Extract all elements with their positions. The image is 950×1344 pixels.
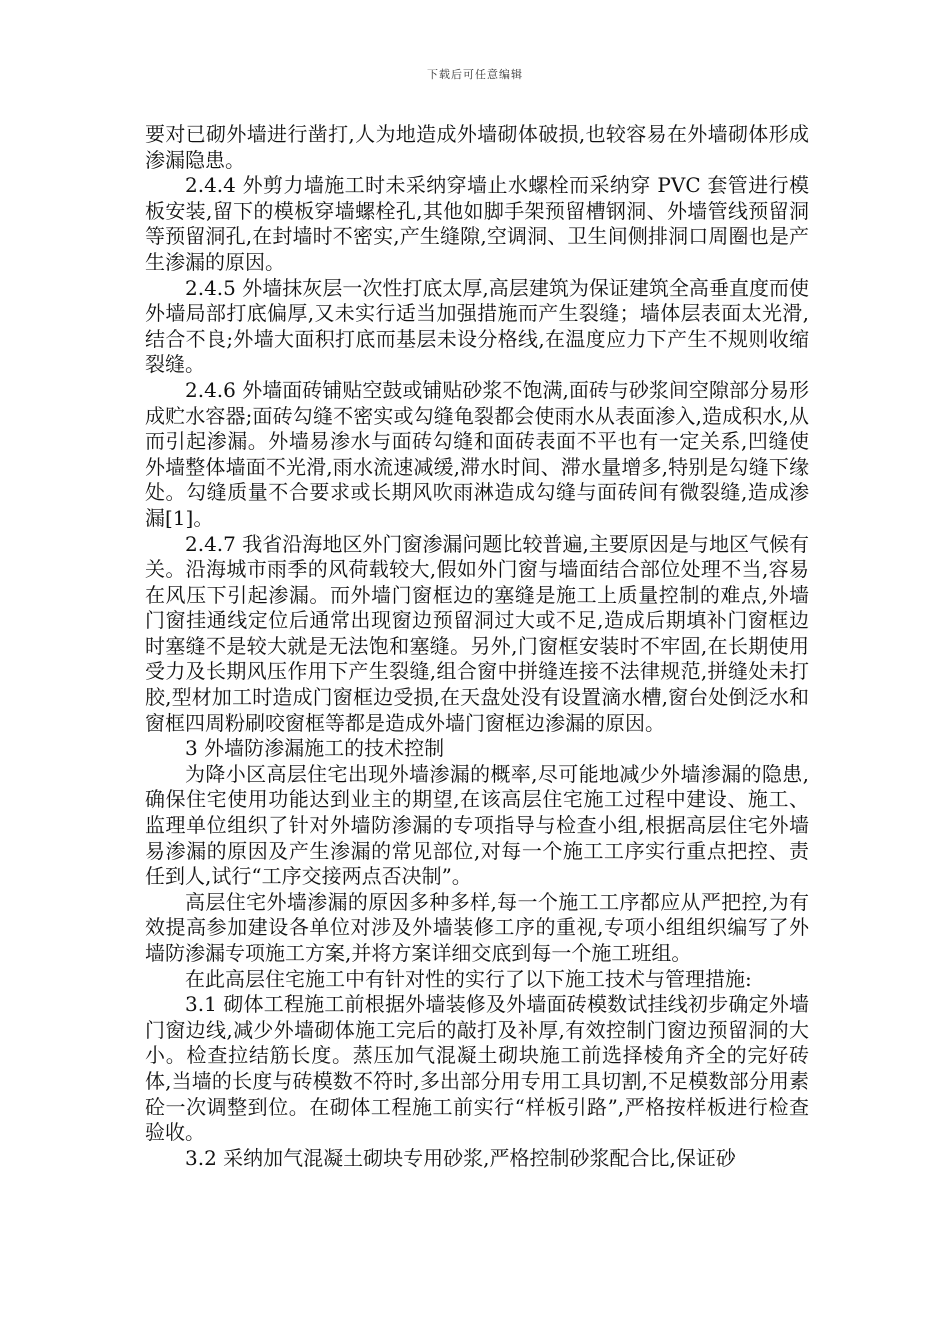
paragraph-2-4-6: 2.4.6 外墙面砖铺贴空鼓或铺贴砂浆不饱满,面砖与砂浆间空隙部分易形成贮水容器;面砖勾缝不密实或勾缝龟裂都会使雨水从表面渗入,造成积水,从而引起渗漏。外墙易渗水与面砖勾缝和面砖表面不平也有一定关系,凹缝使外墙整体墙面不光滑,雨水流速减缓,滞水时间、滞水量增多,特别是勾缝下缘处。勾缝质量不合要求或长期风吹雨淋造成勾缝与面砖间有微裂缝,造成渗漏[1]。 [145, 377, 809, 530]
paragraph-section-3-measures: 在此高层住宅施工中有针对性的实行了以下施工技术与管理措施: [185, 966, 752, 991]
paragraph-section-3-intro: 为降小区高层住宅出现外墙渗漏的概率,尽可能地减少外墙渗漏的隐患,确保住宅使用功能达到业主的期望,在该高层住宅施工过程中建设、施工、监理单位组织了针对外墙防渗漏的专项指导与检查小组,根据高层住宅外墙易渗漏的原因及产生渗漏的常见部位,对每一个施工工序实行重点把控、责任到人,试行“工序交接两点否决制”。 [145, 761, 809, 889]
paragraph-section-3-causes: 高层住宅外墙渗漏的原因多种多样,每一个施工工序都应从严把控,为有效提高参加建设各单位对涉及外墙装修工序的重视,专项小组组织编写了外墙防渗漏专项施工方案,并将方案详细交底到每一个施工班组。 [145, 889, 809, 965]
page-header: 下载后可任意编辑 [427, 68, 523, 81]
paragraph-2-4-7: 2.4.7 我省沿海地区外门窗渗漏问题比较普遍,主要原因是与地区气候有关。沿海城市雨季的风荷载较大,假如外门窗与墙面结合部位处理不当,容易在风压下引起渗漏。而外墙门窗框边的塞缝是施工上质量控制的难点,外墙门窗挂通线定位后通常出现窗边预留洞过大或不足,造成后期填补门窗框边时塞缝不是较大就是无法饱和塞缝。另外,门窗框安装时不牢固,在长期使用受力及长期风压作用下产生裂缝,组合窗中拼缝连接不法律规范,拼缝处未打胶,型材加工时造成门窗框边受损,在天盘处没有设置滴水槽,窗台处倒泛水和窗框四周粉刷咬窗框等都是造成外墙门窗框边渗漏的原因。 [145, 531, 809, 735]
paragraph-3-1: 3.1 砌体工程施工前根据外墙装修及外墙面砖模数试挂线初步确定外墙门窗边线,减少外墙砌体施工完后的敲打及补厚,有效控制门窗边预留洞的大小。检查拉结筋长度。蒸压加气混凝土砌块施工前选择棱角齐全的完好砖体,当墙的长度与砖模数不符时,多出部分用专用工具切割,不足模数部分用素砼一次调整到位。在砌体工程施工前实行“样板引路”,严格按样板进行检查验收。 [145, 992, 809, 1145]
section-heading-3: 3 外墙防渗漏施工的技术控制 [185, 736, 445, 761]
paragraph-continuation: 要对已砌外墙进行凿打,人为地造成外墙砌体破损,也较容易在外墙砌体形成渗漏隐患。 [145, 122, 809, 172]
document-body [145, 122, 809, 1171]
paragraph-2-4-5: 2.4.5 外墙抹灰层一次性打底太厚,高层建筑为保证建筑全高垂直度而使外墙局部打底偏厚,又未实行适当加强措施而产生裂缝；墙体层表面太光滑,结合不良;外墙大面积打底而基层未设分格线,在温度应力下产生不规则收缩裂缝。 [145, 275, 809, 377]
paragraph-3-2: 3.2 采纳加气混凝土砌块专用砂浆,严格控制砂浆配合比,保证砂 [185, 1145, 736, 1170]
paragraph-2-4-4: 2.4.4 外剪力墙施工时未采纳穿墙止水螺栓而采纳穿 PVC 套管进行模板安装,留下的模板穿墙螺栓孔,其他如脚手架预留槽钢洞、外墙管线预留洞等预留洞孔,在封墙时不密实,产生缝隙,空调洞、卫生间侧排洞口周圈也是产生渗漏的原因。 [145, 173, 809, 274]
